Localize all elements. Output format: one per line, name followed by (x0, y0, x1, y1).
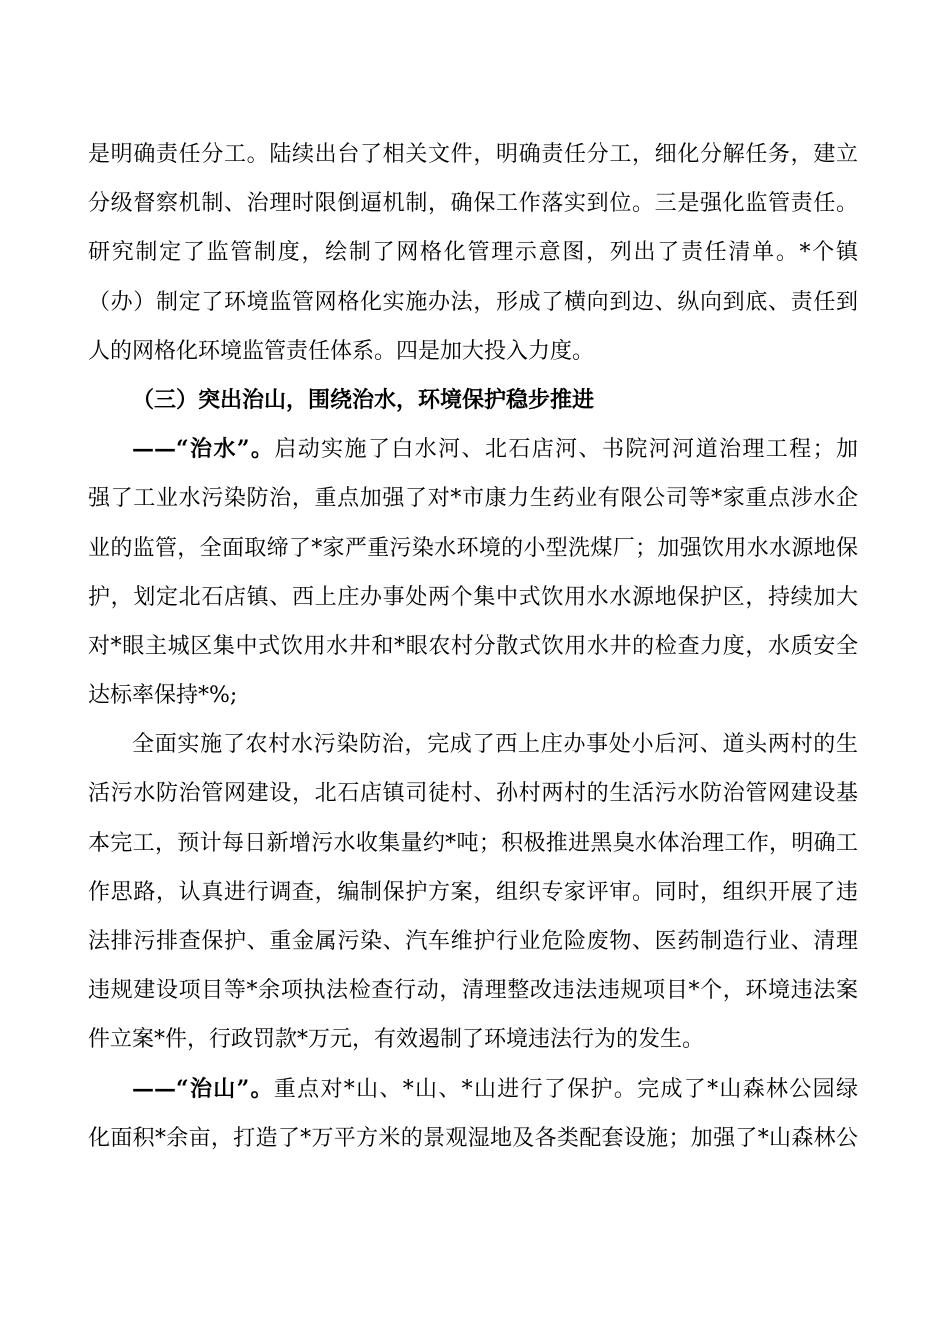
text-line: （办）制定了环境监管网格化实施办法，形成了横向到边、纵向到底、责任到 (88, 289, 858, 315)
text-line: 护，划定北石店镇、西上庄办事处两个集中式饮用水水源地保护区，持续加大 (88, 584, 858, 610)
text-line: 是明确责任分工。陆续出台了相关文件，明确责任分工，细化分解任务，建立 (88, 142, 858, 167)
text-line: 强了工业水污染防治，重点加强了对*市康力生药业有限公司等*家重点涉水企 (88, 486, 858, 512)
text-line: 作思路，认真进行调查，编制保护方案，组织专家评审。同时，组织开展了违 (88, 879, 858, 905)
text-line: 违规建设项目等*余项执法检查行动，清理整改违法违规项目*个，环境违法案 (88, 978, 858, 1004)
text-line: 达标率保持*%; (88, 683, 238, 709)
text-line: 化面积*余亩，打造了*万平方米的景观湿地及各类配套设施；加强了*山森林公 (88, 1125, 858, 1151)
text-line: 对*眼主城区集中式饮用水井和*眼农村分散式饮用水井的检查力度，水质安全 (88, 633, 858, 659)
paragraph-lead: ——“治山”。 (132, 1075, 274, 1102)
document-page (88, 130, 858, 1163)
text-line: 分级督察机制、治理时限倒逼机制，确保工作落实到位。三是强化监管责任。 (88, 191, 858, 217)
text-line: 人的网格化环境监管责任体系。四是加大投入力度。 (88, 338, 595, 364)
text-line: 业的监管，全面取缔了*家严重污染水环境的小型洗煤厂；加强饮用水水源地保 (88, 535, 858, 561)
text-span: 重点对*山、*山、*山进行了保护。完成了*山森林公园绿 (273, 1076, 858, 1102)
paragraph-water-governance (88, 425, 858, 720)
text-line: 法排污排查保护、重金属污染、汽车维护行业危险废物、医药制造行业、清理 (88, 929, 858, 954)
paragraph-responsibility (88, 130, 858, 376)
text-line: 活污水防治管网建设，北石店镇司徒村、孙村两村的生活污水防治管网建设基 (88, 781, 858, 807)
paragraph-lead: ——“治水”。 (132, 436, 275, 463)
text-line: 本完工，预计每日新增污水收集量约*吨；积极推进黑臭水体治理工作，明确工 (88, 830, 858, 856)
paragraph-rural-water (88, 720, 858, 1064)
section-heading: （三）突出治山，围绕治水，环境保护稳步推进 (132, 386, 595, 413)
text-line (88, 425, 858, 474)
text-line: 研究制定了监管制度，绘制了网格化管理示意图，列出了责任清单。*个镇 (88, 240, 858, 266)
text-span: 启动实施了白水河、北石店河、书院河河道治理工程；加 (274, 437, 858, 463)
text-line: 件立案*件，行政罚款*万元，有效遏制了环境违法行为的发生。 (88, 1027, 705, 1053)
text-line (88, 1065, 858, 1114)
paragraph-mountain-governance (88, 1065, 858, 1163)
text-line: 全面实施了农村水污染防治，完成了西上庄办事处小后河、道头两村的生 (132, 732, 858, 758)
